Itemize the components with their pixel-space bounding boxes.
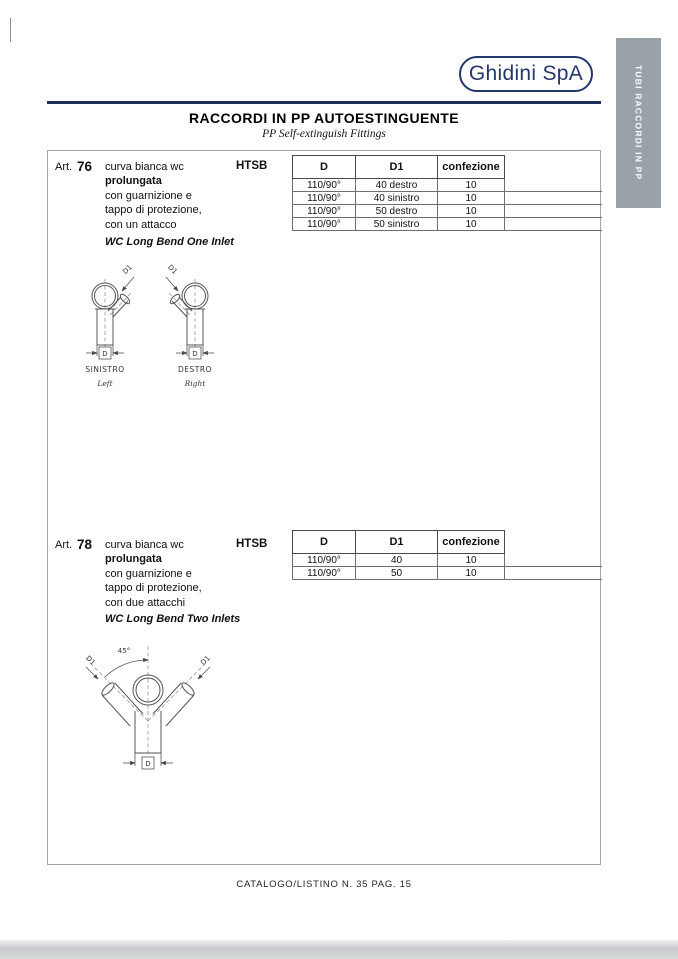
desc-line-bold: prolungata	[105, 553, 162, 566]
table-row	[293, 205, 602, 218]
table-row	[293, 179, 602, 192]
dim-label-d1-right: D1	[166, 263, 179, 276]
product-description	[105, 160, 240, 232]
desc-line: con guarnizione e	[105, 567, 192, 580]
cell-d: 110/90°	[293, 192, 356, 205]
col-header-d1: D1	[356, 531, 438, 554]
spec-table-art-78	[292, 530, 602, 580]
caption-right: Right	[184, 379, 206, 388]
cell-spare	[505, 567, 602, 580]
table-row	[293, 567, 602, 580]
cell-d1: 40 destro	[356, 179, 438, 192]
dim-label-d-right: D	[192, 350, 198, 358]
desc-line: con guarnizione e	[105, 189, 192, 202]
cell-d1: 40	[356, 554, 438, 567]
art-label: Art.	[55, 161, 73, 173]
cell-d1: 40 sinistro	[356, 192, 438, 205]
col-header-d: D	[293, 531, 356, 554]
product-code: HTSB	[236, 538, 268, 550]
technical-drawing-bend-one-inlet	[55, 253, 235, 393]
brand-logo-text: Ghidini SpA	[468, 62, 584, 85]
page-title: RACCORDI IN PP AUTOESTINGUENTE	[189, 110, 459, 126]
crop-mark	[10, 18, 11, 42]
product-description	[105, 538, 240, 610]
product-english-name: WC Long Bend One Inlet	[105, 236, 234, 248]
product-code: HTSB	[236, 160, 268, 172]
table-row	[293, 218, 602, 231]
cell-confezione: 10	[438, 218, 505, 231]
desc-line: curva bianca wc	[105, 161, 184, 173]
dim-label-d1-right: D1	[199, 654, 212, 667]
dim-label-45deg: 45°	[117, 647, 131, 655]
desc-line-bold: prolungata	[105, 175, 162, 188]
desc-line: tappo di protezione,	[105, 582, 202, 595]
side-tab-label: TUBI RACCORDI IN PP	[633, 65, 644, 181]
cell-confezione: 10	[438, 567, 505, 580]
cell-d: 110/90°	[293, 179, 356, 192]
page-subtitle: PP Self-extinguish Fittings	[262, 128, 386, 140]
brand-logo	[459, 56, 593, 92]
col-header-spare	[505, 156, 602, 179]
cell-spare	[505, 192, 602, 205]
art-label: Art.	[55, 539, 73, 551]
desc-line: con un attacco	[105, 218, 177, 231]
table-row	[293, 192, 602, 205]
table-header-row	[293, 156, 602, 179]
cell-spare	[505, 218, 602, 231]
dim-label-d1-left: D1	[84, 654, 97, 667]
col-header-confezione: confezione	[438, 531, 505, 554]
desc-line: tappo di protezione,	[105, 204, 202, 217]
table-row	[293, 554, 602, 567]
spec-table-art-76	[292, 155, 602, 231]
cell-spare	[505, 205, 602, 218]
cell-d: 110/90°	[293, 205, 356, 218]
desc-line: con due attacchi	[105, 596, 186, 609]
art-number: 78	[77, 537, 93, 552]
cell-spare	[505, 554, 602, 567]
cell-confezione: 10	[438, 205, 505, 218]
col-header-confezione: confezione	[438, 156, 505, 179]
desc-line: curva bianca wc	[105, 539, 184, 551]
col-header-d: D	[293, 156, 356, 179]
dim-label-d: D	[145, 760, 151, 768]
col-header-spare	[505, 531, 602, 554]
cell-d: 110/90°	[293, 554, 356, 567]
cell-confezione: 10	[438, 179, 505, 192]
header-rule	[47, 101, 601, 104]
page-footer: CATALOGO/LISTINO N. 35 PAG. 15	[236, 879, 412, 890]
page-bottom-edge	[0, 940, 678, 959]
caption-destro: DESTRO	[178, 365, 212, 374]
cell-d: 110/90°	[293, 567, 356, 580]
cell-d1: 50 destro	[356, 205, 438, 218]
cell-d: 110/90°	[293, 218, 356, 231]
caption-left: Left	[97, 379, 113, 388]
cell-spare	[505, 179, 602, 192]
cell-confezione: 10	[438, 554, 505, 567]
art-number: 76	[77, 159, 93, 174]
product-english-name: WC Long Bend Two Inlets	[105, 613, 241, 625]
cell-d1: 50	[356, 567, 438, 580]
cell-d1: 50 sinistro	[356, 218, 438, 231]
dim-label-d-left: D	[102, 350, 108, 358]
dim-label-d1-left: D1	[121, 263, 134, 276]
table-header-row	[293, 531, 602, 554]
col-header-d1: D1	[356, 156, 438, 179]
side-tab	[616, 38, 661, 208]
cell-confezione: 10	[438, 192, 505, 205]
caption-sinistro: SINISTRO	[85, 365, 125, 374]
technical-drawing-bend-two-inlets	[65, 636, 225, 791]
